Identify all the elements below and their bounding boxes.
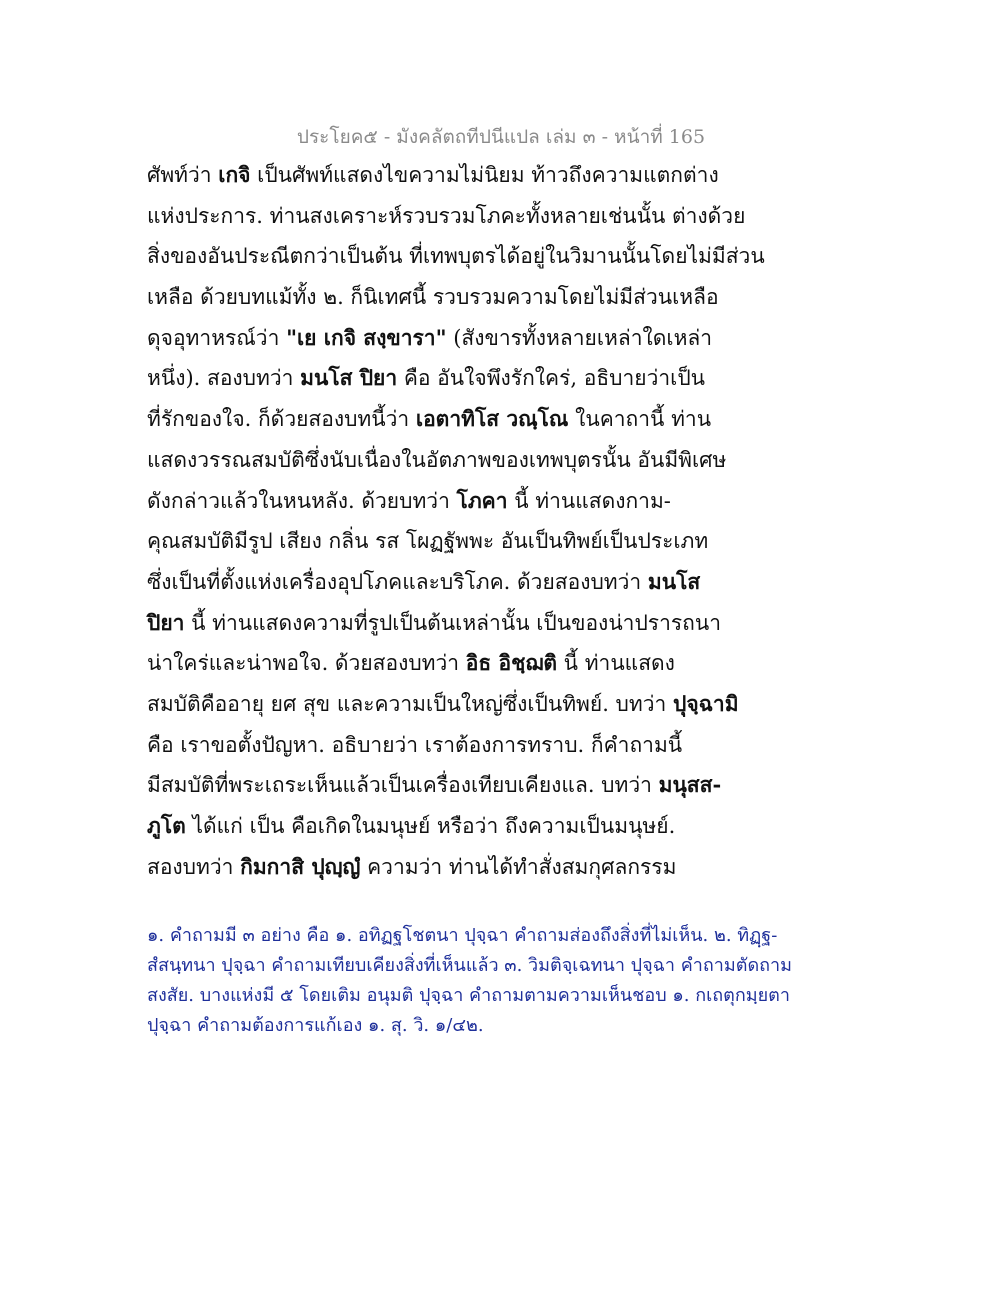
- text-segment: คือ อันใจพึงรักใคร่, อธิบายว่าเป็น: [397, 366, 706, 391]
- bold-term: มนุสส-: [658, 772, 722, 798]
- body-line: [147, 277, 867, 318]
- bold-term: อิธ อิชฺฌติ: [465, 650, 557, 676]
- bold-term: เกจิ: [218, 162, 251, 187]
- body-text: [147, 155, 867, 887]
- text-segment: นี้ ท่านแสดงกาม-: [507, 488, 671, 513]
- body-line: [147, 521, 867, 562]
- text-segment: หนึ่ง). สองบทว่า: [147, 366, 301, 391]
- text-segment: คุณสมบัติมีรูป เสียง กลิ่น รส โผฏฐัพพะ อันเป็นทิพย์เป็นประเภท: [147, 529, 709, 554]
- body-line: [147, 603, 867, 644]
- bold-term: ปุจฺฉามิ: [672, 690, 739, 716]
- text-segment: ที่รักของใจ. ก็ด้วยสองบทนี้ว่า: [147, 407, 416, 432]
- body-line: [147, 196, 867, 237]
- body-line: [147, 481, 867, 522]
- text-segment: (สังขารทั้งหลายเหล่าใดเหล่า: [446, 325, 713, 350]
- text-segment: นี้ ท่านแสดงความที่รูปเป็นต้นเหล่านั้น เป็นของน่าปรารถนา: [184, 610, 722, 635]
- body-line: [147, 643, 867, 684]
- body-line: [147, 684, 867, 725]
- text-segment: น่าใคร่และน่าพอใจ. ด้วยสองบทว่า: [147, 651, 466, 676]
- bold-term: โภคา: [456, 487, 508, 513]
- text-segment: นี้ ท่านแสดง: [556, 651, 675, 676]
- bold-term: "เย เกจิ สงฺขารา": [286, 324, 447, 350]
- text-segment: ดังกล่าวแล้วในหนหลัง. ด้วยบทว่า: [147, 488, 457, 513]
- footnote-line: สงสัย. บางแห่งมี ๕ โดยเติม อนุมติ ปุจฺฉา คำถามตามความเห็นชอบ ๑. กเถตุกมฺยตา: [147, 985, 790, 1006]
- bold-term: กิมกาสิ ปุญฺญํ: [240, 853, 361, 879]
- body-line: [147, 562, 867, 603]
- text-segment: แสดงวรรณสมบัติซึ่งนับเนื่องในอัตภาพของเทพบุตรนั้น อันมีพิเศษ: [147, 447, 727, 472]
- body-line: [147, 318, 867, 359]
- text-segment: สิ่งของอันประณีตกว่าเป็นต้น ที่เทพบุตรได้อยู่ในวิมานนั้นโดยไม่มีส่วน: [147, 244, 765, 269]
- bold-term: ปิยา: [147, 609, 185, 635]
- text-segment: ศัพท์ว่า: [147, 163, 219, 187]
- bold-term: ภูโต: [147, 813, 186, 838]
- bold-term: มนโส: [647, 568, 701, 594]
- body-line: [147, 440, 867, 481]
- page-header: [0, 122, 1000, 152]
- text-segment: ดุจอุทาหรณ์ว่า: [147, 325, 287, 350]
- body-line: [147, 236, 867, 277]
- body-line: [147, 847, 867, 888]
- body-line: [147, 725, 867, 766]
- text-segment: เป็นศัพท์แสดงไขความไม่นิยม ท้าวถึงความแตกต่าง: [250, 163, 719, 187]
- text-segment: ความว่า ท่านได้ทำสั่งสมกุศลกรรม: [360, 854, 677, 879]
- bold-term: มนโส ปิยา: [300, 365, 398, 391]
- footnote-line: สํสนฺทนา ปุจฺฉา คำถามเทียบเคียงสิ่งที่เห็นแล้ว ๓. วิมติจฺเฉทนา ปุจฺฉา คำถามตัดถาม: [147, 955, 793, 976]
- text-segment: ในคาถานี้ ท่าน: [568, 407, 712, 432]
- bold-term: เอตาทิโส วณฺโณ: [415, 406, 569, 432]
- page-header-text: ประโยค๕ - มังคลัตถทีปนีแปล เล่ม ๓ - หน้าที่ 165: [296, 126, 706, 148]
- text-segment: สมบัติคืออายุ ยศ สุข และความเป็นใหญ่ซึ่งเป็นทิพย์. บทว่า: [147, 691, 673, 716]
- footnotes: [147, 921, 867, 1041]
- body-line: [147, 765, 867, 806]
- text-segment: มีสมบัติที่พระเถระเห็นแล้วเป็นเครื่องเทียบเคียงแล. บทว่า: [147, 773, 659, 798]
- body-line: [147, 358, 867, 399]
- text-segment: ซึ่งเป็นที่ตั้งแห่งเครื่องอุปโภคและบริโภค. ด้วยสองบทว่า: [147, 569, 648, 594]
- footnote-line: ปุจฺฉา คำถามต้องการแก้เอง ๑. สุ. วิ. ๑/๔๒.: [147, 1015, 484, 1036]
- text-segment: คือ เราขอตั้งปัญหา. อธิบายว่า เราต้องการทราบ. ก็คำถามนี้: [147, 732, 683, 757]
- body-line: [147, 806, 867, 847]
- text-segment: ได้แก่ เป็น คือเกิดในมนุษย์ หรือว่า ถึงความเป็นมนุษย์.: [185, 814, 676, 838]
- text-segment: สองบทว่า: [147, 854, 241, 879]
- text-segment: เหลือ ด้วยบทแม้ทั้ง ๒. ก็นิเทศนี้ รวบรวมความโดยไม่มีส่วนเหลือ: [147, 285, 719, 310]
- footnote-line: ๑. คำถามมี ๓ อย่าง คือ ๑. อทิฏฐโชตนา ปุจฺฉา คำถามส่องถึงสิ่งที่ไม่เห็น. ๒. ทิฏฺฐ-: [147, 925, 778, 946]
- text-segment: แห่งประการ. ท่านสงเคราะห์รวบรวมโภคะทั้งหลายเช่นนั้น ต่างด้วย: [147, 203, 746, 228]
- body-line: [147, 399, 867, 440]
- body-line: [147, 155, 867, 196]
